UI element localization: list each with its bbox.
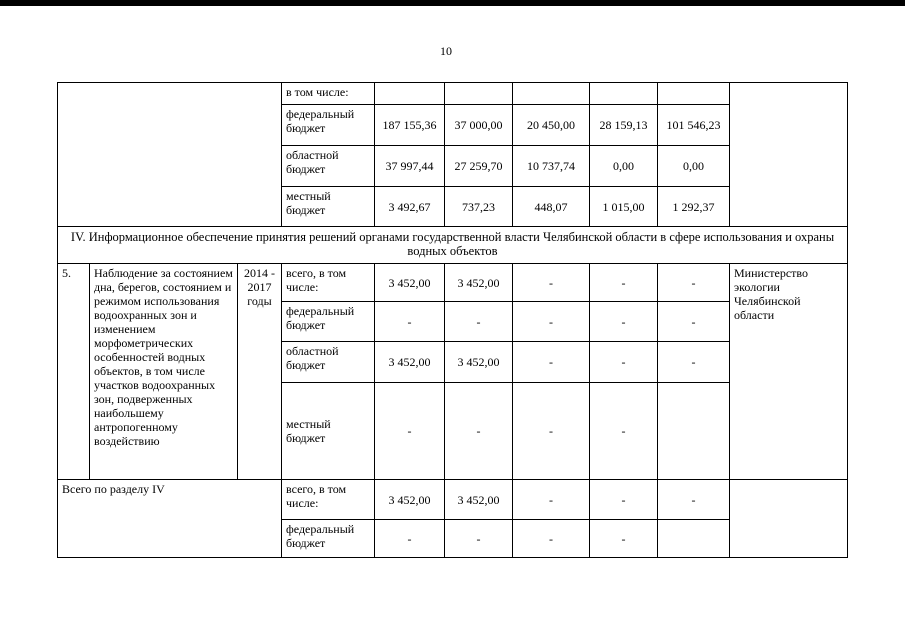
value-cell: 3 452,00 [445, 480, 513, 520]
value-cell: 1 292,37 [658, 187, 730, 227]
value-cell: - [658, 342, 730, 383]
value-cell: 187 155,36 [375, 105, 445, 146]
value-cell: - [445, 383, 513, 480]
row-label: местный бюджет [282, 187, 375, 227]
table-row [58, 227, 848, 264]
value-cell: - [658, 480, 730, 520]
row-label: всего, в том числе: [282, 480, 375, 520]
executor-cell [730, 83, 848, 227]
value-cell: - [513, 520, 590, 558]
row-label: федеральный бюджет [282, 520, 375, 558]
value-cell: - [590, 383, 658, 480]
value-cell: - [590, 520, 658, 558]
program-funding-table [57, 82, 848, 558]
value-cell: 101 546,23 [658, 105, 730, 146]
value-cell: - [513, 383, 590, 480]
value-cell: 0,00 [590, 146, 658, 187]
section-title: IV. Информационное обеспечение принятия решений органами государственной власти Челябинской области в сфере использования и охраны водных объектов [58, 227, 848, 264]
value-cell: - [658, 264, 730, 302]
row-label: областной бюджет [282, 342, 375, 383]
table-row [58, 83, 848, 105]
value-cell: - [375, 302, 445, 342]
value-cell: 0,00 [658, 146, 730, 187]
value-cell: - [513, 302, 590, 342]
value-cell: 448,07 [513, 187, 590, 227]
value-cell: 737,23 [445, 187, 513, 227]
value-cell: 1 015,00 [590, 187, 658, 227]
value-cell: 37 997,44 [375, 146, 445, 187]
empty-merged-cell [58, 83, 282, 227]
page-number: 10 [440, 44, 452, 58]
item-description: Наблюдение за состоянием дна, берегов, состоянием и режимом использования водоохранных зон и изменением морфометрических особенностей водных объектов, в том числе участков водоохранных зон, подверженных наибольшему антропогенному воздействию [90, 264, 238, 480]
value-cell: 3 452,00 [445, 264, 513, 302]
table-row [58, 480, 848, 520]
value-cell: 28 159,13 [590, 105, 658, 146]
row-label: местный бюджет [282, 383, 375, 480]
value-cell: 20 450,00 [513, 105, 590, 146]
value-cell [658, 383, 730, 480]
value-cell: - [590, 342, 658, 383]
value-cell: - [375, 383, 445, 480]
value-cell: 37 000,00 [445, 105, 513, 146]
value-cell: - [590, 264, 658, 302]
section-total-label: Всего по разделу IV [58, 480, 282, 558]
value-cell [590, 83, 658, 105]
value-cell: 3 452,00 [445, 342, 513, 383]
value-cell [375, 83, 445, 105]
value-cell: - [658, 302, 730, 342]
value-cell: - [513, 480, 590, 520]
row-label: областной бюджет [282, 146, 375, 187]
row-label: федеральный бюджет [282, 105, 375, 146]
item-years: 2014 - 2017 годы [238, 264, 282, 480]
row-label: федеральный бюджет [282, 302, 375, 342]
value-cell: - [445, 302, 513, 342]
row-label: всего, в том числе: [282, 264, 375, 302]
value-cell [513, 83, 590, 105]
value-cell: 10 737,74 [513, 146, 590, 187]
row-label: в том числе: [282, 83, 375, 105]
item-number: 5. [58, 264, 90, 480]
value-cell: - [513, 264, 590, 302]
value-cell: 3 452,00 [375, 480, 445, 520]
value-cell: 27 259,70 [445, 146, 513, 187]
value-cell [445, 83, 513, 105]
value-cell [658, 83, 730, 105]
value-cell: - [513, 342, 590, 383]
value-cell: - [590, 302, 658, 342]
top-border-bar [0, 0, 905, 6]
value-cell: - [445, 520, 513, 558]
value-cell: - [590, 480, 658, 520]
table-row [58, 264, 848, 302]
executor-cell [730, 480, 848, 558]
value-cell: 3 452,00 [375, 342, 445, 383]
item-executor: Министерство экологии Челябинской области [730, 264, 848, 480]
value-cell: 3 492,67 [375, 187, 445, 227]
value-cell: 3 452,00 [375, 264, 445, 302]
value-cell: - [375, 520, 445, 558]
value-cell [658, 520, 730, 558]
